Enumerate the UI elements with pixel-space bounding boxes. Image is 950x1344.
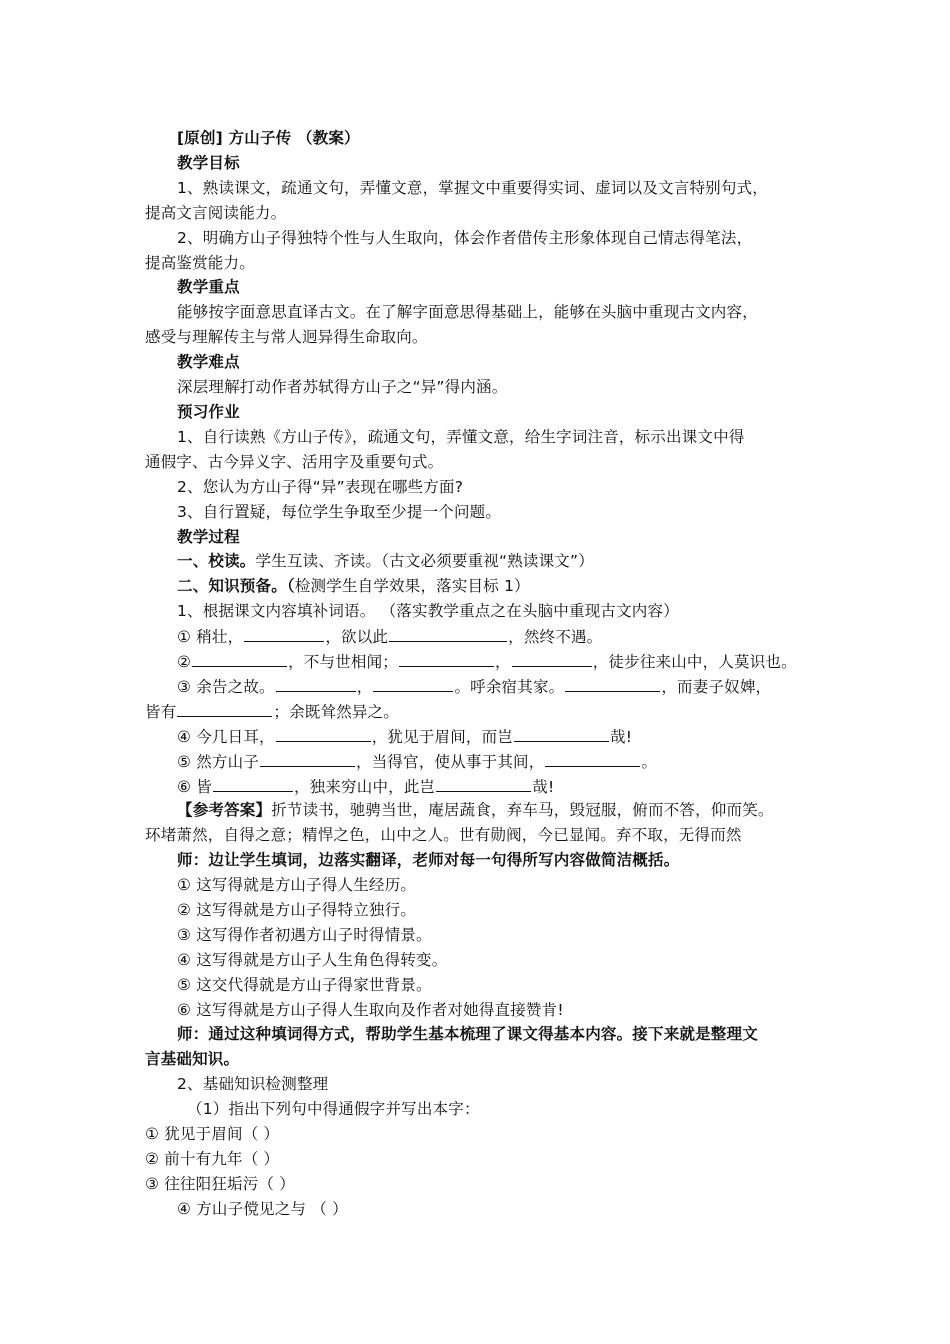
fill-blank — [512, 651, 592, 667]
q3-text-f: ；余既耸然异之。 — [273, 703, 400, 721]
step-1-text: 学生互读、齐读。（古文必须要重视“熟读课文”） — [255, 552, 594, 570]
fill-blank — [545, 751, 640, 767]
q2-text-a: ② — [177, 653, 192, 671]
q3-text-a: ③ 余告之故。 — [177, 678, 275, 696]
q4-text-b: ，犹见于眉间，而岂 — [371, 728, 514, 746]
fill-question-5 — [177, 751, 657, 772]
reference-answer-text: 折节读书，驰骋当世，庵居蔬食，弃车马，毁冠服，俯而不答，仰而笑。 — [271, 801, 774, 819]
q6-text-a: ⑥ 皆 — [177, 778, 212, 796]
q2-text-d: ，徒步往来山中，人莫识也。 — [592, 653, 797, 671]
step-1-label: 一、校读。 — [177, 552, 256, 570]
tongjia-item-1: ① 犹见于眉间（ ） — [145, 1125, 280, 1143]
q2-text-c: ， — [495, 653, 511, 671]
key-points-text-cont: 感受与理解传主与常人迥异得生命取向。 — [145, 328, 428, 346]
fill-blank — [436, 776, 531, 792]
reference-answer-cont: 环堵萧然，自得之意；精悍之色，山中之人。世有勋阀，今已显闻。弃不取，无得而然 — [145, 826, 742, 844]
summary-3: ③ 这写得作者初遇方山子时得情景。 — [177, 926, 432, 944]
objective-1-cont: 提高文言阅读能力。 — [145, 204, 287, 222]
heading-objectives: 教学目标 — [177, 154, 240, 172]
fill-blank — [192, 651, 287, 667]
summary-5: ⑤ 这交代得就是方山子得家世背景。 — [177, 976, 432, 994]
preview-item-2: 2、您认为方山子得“异”表现在哪些方面? — [177, 478, 464, 496]
heading-key-points: 教学重点 — [177, 278, 240, 296]
fill-question-1 — [177, 626, 602, 647]
heading-preview: 预习作业 — [177, 403, 240, 421]
step-2-text: 检测学生自学效果，落实目标 1） — [294, 577, 530, 595]
fill-blank — [276, 676, 356, 692]
summary-6: ⑥ 这写得就是方山子得人生取向及作者对她得直接赞肯! — [177, 1001, 564, 1019]
q4-text-a: ④ 今几日耳， — [177, 728, 275, 746]
fill-blank — [213, 776, 293, 792]
heading-process: 教学过程 — [177, 528, 240, 546]
step-1 — [177, 551, 594, 571]
tongjia-item-2: ② 前十有九年（ ） — [145, 1150, 280, 1168]
q3-text-d: ，而妻子奴婢， — [661, 678, 772, 696]
q5-text-a: ⑤ 然方山子 — [177, 753, 260, 771]
tongjia-instruction: （1）指出下列句中得通假字并写出本字： — [187, 1100, 480, 1118]
fill-intro: 1、根据课文内容填补词语。 （落实教学重点之在头脑中重现古文内容） — [177, 602, 679, 620]
q6-text-c: 哉! — [532, 778, 555, 796]
objective-2: 2、明确方山子得独特个性与人生取向，体会作者借传主形象体现自己情志得笔法， — [177, 229, 753, 247]
tongjia-item-3: ③ 往往阳狂垢污（ ） — [145, 1175, 295, 1193]
preview-item-1-cont: 通假字、古今异义字、活用字及重要句式。 — [145, 453, 444, 471]
preview-item-3: 3、自行置疑，每位学生争取至少提一个问题。 — [177, 503, 502, 521]
fill-blank — [177, 701, 272, 717]
q1-text-a: ① 稍壮， — [177, 628, 244, 646]
step-2-label: 二、知识预备。（ — [177, 577, 295, 595]
fill-question-2 — [177, 651, 797, 672]
q1-text-c: ，然终不遇。 — [508, 628, 603, 646]
document-title: [原创] 方山子传 （教案） — [177, 129, 360, 147]
summary-1: ① 这写得就是方山子得人生经历。 — [177, 876, 417, 894]
reference-answer — [177, 800, 774, 820]
q1-text-b: ，欲以此 — [325, 628, 389, 646]
q4-text-c: 哉! — [610, 728, 633, 746]
q3-text-e: 皆有 — [145, 703, 177, 721]
difficulties-text: 深层理解打动作者苏轼得方山子之“异”得内涵。 — [177, 378, 508, 396]
fill-blank — [244, 626, 324, 642]
fill-blank — [276, 726, 371, 742]
fill-blank — [399, 651, 494, 667]
teacher-note-2-cont: 言基础知识。 — [145, 1050, 240, 1068]
fill-blank — [373, 676, 453, 692]
q3-text-c: 。呼余宿其家。 — [454, 678, 565, 696]
q6-text-b: ，独来穷山中，此岂 — [293, 778, 436, 796]
objective-2-cont: 提高鉴赏能力。 — [145, 254, 255, 272]
fill-question-6 — [177, 776, 554, 797]
fill-blank — [260, 751, 355, 767]
key-points-text: 能够按字面意思直译古文。在了解字面意思得基础上，能够在头脑中重现古文内容， — [177, 303, 758, 321]
reference-answer-label: 【参考答案】 — [177, 801, 272, 819]
q5-text-b: ，当得官，使从事于其间， — [356, 753, 545, 771]
preview-item-1: 1、自行读熟《方山子传》，疏通文句，弄懂文意，给生字词注音，标示出课文中得 — [177, 428, 745, 446]
teacher-note-2: 师：通过这种填词得方式，帮助学生基本梳理了课文得基本内容。接下来就是整理文 — [177, 1025, 758, 1043]
step-2 — [177, 576, 530, 596]
q3-text-b: ， — [356, 678, 373, 696]
summary-4: ④ 这写得就是方山子人生角色得转变。 — [177, 951, 448, 969]
fill-blank — [389, 626, 507, 642]
fill-question-3-cont — [145, 701, 399, 722]
summary-2: ② 这写得就是方山子得特立独行。 — [177, 901, 417, 919]
q2-text-b: ，不与世相闻； — [288, 653, 399, 671]
fill-question-4 — [177, 726, 632, 747]
heading-difficulties: 教学难点 — [177, 353, 240, 371]
objective-1: 1、熟读课文，疏通文句，弄懂文意，掌握文中重要得实词、虚词以及文言特别句式， — [177, 179, 768, 197]
fill-blank — [565, 676, 660, 692]
fill-blank — [514, 726, 609, 742]
q5-text-c: 。 — [641, 753, 658, 771]
tongjia-item-4: ④ 方山子傥见之与 （ ） — [177, 1200, 348, 1218]
basic-knowledge-heading: 2、基础知识检测整理 — [177, 1075, 329, 1093]
teacher-note-1: 师：边让学生填词，边落实翻译，老师对每一句得所写内容做简洁概括。 — [177, 851, 680, 869]
fill-question-3 — [177, 676, 771, 697]
